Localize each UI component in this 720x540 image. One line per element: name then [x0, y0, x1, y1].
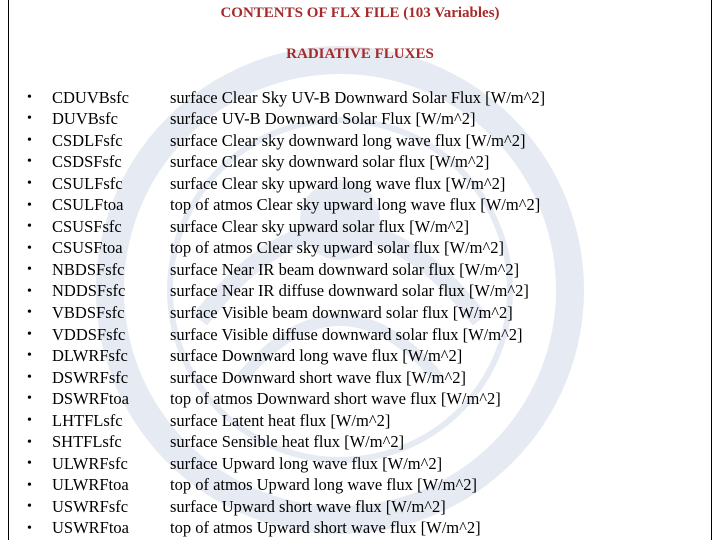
section-heading: RADIATIVE FLUXES: [286, 46, 434, 62]
variable-description: surface Upward long wave flux [W/m^2]: [170, 453, 443, 473]
bullet-icon: •: [27, 175, 32, 191]
variable-row: [22, 259, 702, 281]
variable-row: [22, 195, 702, 217]
variable-row: [22, 87, 702, 109]
variable-description: surface Near IR diffuse downward solar flux [W/m^2]: [170, 281, 529, 301]
bullet-icon: •: [27, 262, 32, 278]
variable-description: top of atmos Upward long wave flux [W/m^2]: [170, 475, 477, 495]
bullet-icon: •: [27, 283, 32, 299]
bullet-icon: •: [27, 477, 32, 493]
bullet-icon: •: [27, 456, 32, 472]
variable-row: [22, 130, 702, 152]
variable-name: CSDLFsfc: [52, 130, 123, 150]
variable-description: surface Visible beam downward solar flux [W/m^2]: [170, 302, 513, 322]
variable-row: [22, 496, 702, 518]
variable-name: VBDSFsfc: [52, 302, 125, 322]
variable-row: [22, 410, 702, 432]
variable-name: DUVBsfc: [52, 109, 118, 129]
variable-description: surface Clear sky upward solar flux [W/m^2]: [170, 216, 470, 236]
variable-name: ULWRFtoa: [52, 475, 129, 495]
variable-list: [22, 87, 702, 539]
variable-name: USWRFsfc: [52, 496, 129, 516]
variable-name: CSDSFsfc: [52, 152, 122, 172]
variable-name: CSULFtoa: [52, 195, 124, 215]
variable-name: DSWRFtoa: [52, 389, 130, 409]
variable-description: surface Clear sky downward long wave flux [W/m^2]: [170, 130, 526, 150]
variable-name: SHTFLsfc: [52, 432, 122, 452]
variable-name: ULWRFsfc: [52, 453, 128, 473]
variable-name: NDDSFsfc: [52, 281, 126, 301]
variable-row: [22, 432, 702, 454]
variable-description: surface UV-B Downward Solar Flux [W/m^2]: [170, 109, 476, 129]
variable-row: [22, 518, 702, 540]
bullet-icon: •: [27, 111, 32, 127]
page-title: CONTENTS OF FLX FILE (103 Variables): [220, 5, 500, 21]
variable-name: DSWRFsfc: [52, 367, 129, 387]
variable-row: [22, 475, 702, 497]
variable-description: surface Clear sky upward long wave flux [W/m^2]: [170, 173, 506, 193]
variable-row: [22, 346, 702, 368]
variable-description: surface Clear Sky UV-B Downward Solar Flux [W/m^2]: [170, 87, 546, 107]
variable-description: surface Visible diffuse downward solar flux [W/m^2]: [170, 324, 523, 344]
variable-name: USWRFtoa: [52, 518, 130, 538]
variable-row: [22, 109, 702, 131]
variable-description: surface Sensible heat flux [W/m^2]: [170, 432, 405, 452]
variable-row: [22, 216, 702, 238]
variable-description: surface Downward short wave flux [W/m^2]: [170, 367, 466, 387]
variable-description: top of atmos Clear sky upward long wave flux [W/m^2]: [170, 195, 541, 215]
bullet-icon: •: [27, 326, 32, 342]
bullet-icon: •: [27, 369, 32, 385]
variable-row: [22, 324, 702, 346]
variable-name: CDUVBsfc: [52, 87, 129, 107]
bullet-icon: •: [27, 412, 32, 428]
bullet-icon: •: [27, 391, 32, 407]
variable-name: CSULFsfc: [52, 173, 123, 193]
bullet-icon: •: [27, 240, 32, 256]
variable-row: [22, 302, 702, 324]
variable-name: NBDSFsfc: [52, 259, 125, 279]
bullet-icon: •: [27, 219, 32, 235]
variable-description: surface Latent heat flux [W/m^2]: [170, 410, 391, 430]
bullet-icon: •: [27, 434, 32, 450]
variable-row: [22, 281, 702, 303]
variable-name: CSUSFtoa: [52, 238, 123, 258]
bullet-icon: •: [27, 348, 32, 364]
variable-row: [22, 238, 702, 260]
variable-description: surface Upward short wave flux [W/m^2]: [170, 496, 446, 516]
variable-name: CSUSFsfc: [52, 216, 122, 236]
bullet-icon: •: [27, 520, 32, 536]
variable-name: DLWRFsfc: [52, 346, 128, 366]
bullet-icon: •: [27, 132, 32, 148]
bullet-icon: •: [27, 305, 32, 321]
variable-description: surface Clear sky downward solar flux [W/m^2]: [170, 152, 490, 172]
variable-description: surface Near IR beam downward solar flux [W/m^2]: [170, 259, 520, 279]
variable-row: [22, 453, 702, 475]
variable-name: VDDSFsfc: [52, 324, 126, 344]
bullet-icon: •: [27, 197, 32, 213]
variable-row: [22, 389, 702, 411]
bullet-icon: •: [27, 154, 32, 170]
bullet-icon: •: [27, 499, 32, 515]
variable-row: [22, 173, 702, 195]
variable-description: top of atmos Clear sky upward solar flux [W/m^2]: [170, 238, 505, 258]
variable-description: top of atmos Upward short wave flux [W/m^2]: [170, 518, 481, 538]
variable-row: [22, 152, 702, 174]
variable-description: top of atmos Downward short wave flux [W/m^2]: [170, 389, 501, 409]
variable-name: LHTFLsfc: [52, 410, 123, 430]
variable-description: surface Downward long wave flux [W/m^2]: [170, 346, 463, 366]
variable-row: [22, 367, 702, 389]
bullet-icon: •: [27, 89, 32, 105]
